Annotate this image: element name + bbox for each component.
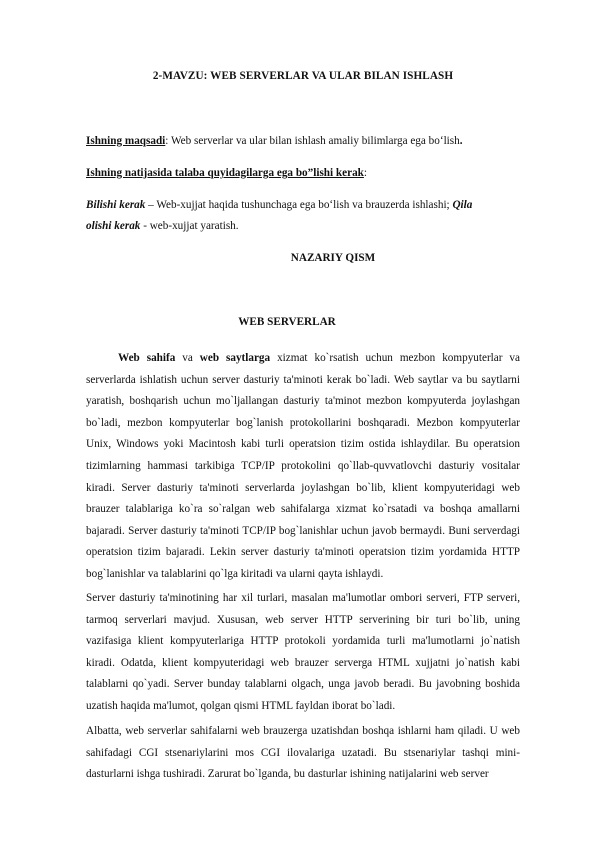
- paragraph-1: [86, 348, 520, 586]
- goal-label: Ishning maqsadi: [86, 135, 166, 147]
- skills-label-part1: Qila: [452, 199, 473, 211]
- knowledge-line-2: [86, 220, 239, 232]
- goal-end: .: [459, 135, 463, 147]
- paragraph-3: Albatta, web serverlar sahifalarni web brauzerga uzatishdan boshqa ishlarni ham qiladi. U web sahifadagi CGI stsenariylarini mos CGI ilovalariga uzatadi. Bu stsenariylar tashqi mini-dasturlarni ishga tushiradi. Zarurat bo`lganda, bu dasturlar ishining natijalarini web server: [86, 725, 520, 781]
- knowledge-line-1: [86, 199, 472, 211]
- paragraph-1-term-web-sites: web saytlarga: [199, 352, 271, 364]
- paragraph-1-text-a: va: [175, 352, 200, 364]
- goal-text: : Web serverlar va ular bilan ishlash amaliy bilimlarga ega bo‘lish: [165, 135, 460, 147]
- knowledge-text: – Web-xujjat haqida tushunchaga ega bo‘lish va brauzerda ishlashi;: [145, 199, 453, 211]
- skills-label-part2: olishi kerak: [86, 220, 141, 232]
- results-heading-colon: :: [363, 167, 367, 179]
- paragraph-2: Server dasturiy ta'minotining har xil turlari, masalan ma'lumotlar ombori serveri, FTP serveri, tarmoq serverlari mavjud. Xususan, web server HTTP serverining bir turi bo`lib, uning vazifasiga klient kompyuterlariga HTTP protokoli yordamida turli ma'lumotlarni jo`natish kiradi. Odatda, klient kompyuteridagi web brauzer serverga HTML xujjatni jo`natish kabi talablarni qo`yadi. Server bunday talablarni olgach, unga javob beradi. Bu javobning boshida uzatish haqida ma'lumot, qolgan qismi HTML fayldan iborat bo`ladi.: [86, 592, 520, 712]
- goal-line: [86, 135, 463, 147]
- paragraph-1-term-web-page: Web sahifa: [118, 352, 176, 364]
- results-heading: [86, 167, 367, 179]
- paragraph-1-text-b: xizmat ko`rsatish uchun mezbon kompyuterlar va serverlarda ishlatish uchun server dasturiy ta'minoti kerak bo`ladi. Web saytlar va bu saytlarni yaratish, boshqarish uchun mo`ljallangan dasturiy ta'minot mezbon kompyuterda joylashgan bo`ladi, mezbon kompyuterlar bog`lanish protokollarini boshqaradi. Mezbon kompyuterlar Unix, Windows yoki Macintosh kabi turli operatsion tizim ostida ishlaydilar. Bu operatsion tizimlarning hammasi tarkibiga TCP/IP protokolini qo`llab-quvvatlovchi dasturiy vositalar kiradi. Server dasturiy ta'minoti serverlarda joylashgan bo`lib, klient kompyuteridagi web brauzer talablariga ko`ra so`ralgan web sahifalarga xizmat ko`rsatadi va boshqa amallarni bajaradi. Server dasturiy ta'minoti TCP/IP bog`lanishlar uchun javob bermaydi. Buni serverdagi operatsion tizim bajaradi. Lekin server dasturiy ta'minoti operatsion tizim yordamida HTTP bog`lanishlar va talablarini qo`lga kiritadi va ularni qayta ishlaydi.: [86, 352, 520, 580]
- results-heading-label: Ishning natijasida talaba quyidagilarga ega bo”lishi kerak: [86, 167, 364, 179]
- section-heading-web-servers: WEB SERVERLAR: [238, 316, 336, 328]
- knowledge-label: Bilishi kerak: [86, 199, 146, 211]
- document-title: 2-MAVZU: WEB SERVERLAR VA ULAR BILAN ISHLASH: [152, 70, 454, 82]
- skills-text: - web-xujjat yaratish.: [140, 220, 239, 232]
- section-heading-theory: NAZARIY QISM: [290, 252, 376, 264]
